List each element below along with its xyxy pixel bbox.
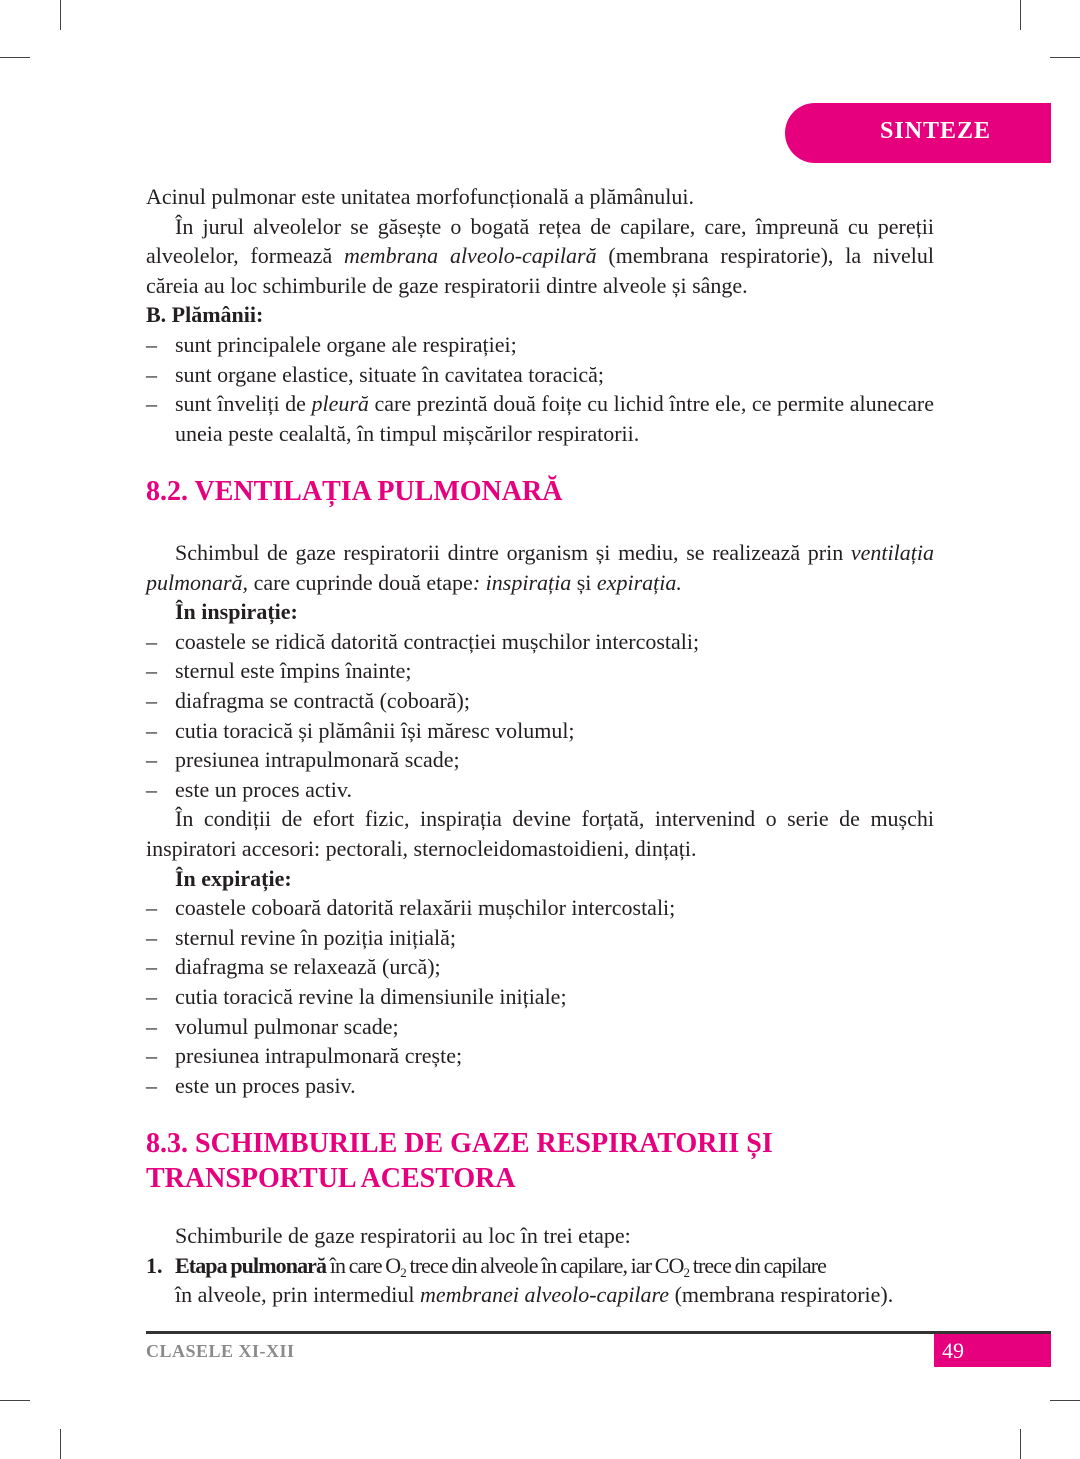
text: trece din capilare	[689, 1252, 827, 1278]
subheading	[146, 300, 934, 330]
list-item	[146, 389, 934, 448]
list-item	[146, 1012, 934, 1042]
subheading-text: În expirație:	[175, 865, 292, 891]
text: diafragma se relaxează (urcă);	[175, 954, 441, 980]
dash: –	[146, 1043, 157, 1069]
paragraph: În condiții de efort fizic, inspirația devine forțată, intervenind o serie de mușchi inspiratori accesori: pectorali, sternocleidomastoidieni, dințați.	[146, 806, 934, 861]
crop-mark	[1020, 0, 1021, 30]
item-number: 1.	[146, 1252, 163, 1278]
text: coastele coboară datorită relaxării mușchilor intercostali;	[175, 895, 676, 921]
subscript: 2	[400, 1264, 406, 1280]
text: trece din alveole în capilare, iar CO	[405, 1252, 684, 1278]
section-gas-exchange-text	[146, 1221, 934, 1310]
dash: –	[146, 361, 157, 387]
dash: –	[146, 628, 157, 654]
dash: –	[146, 747, 157, 773]
dash: –	[146, 924, 157, 950]
text: volumul pulmonar scade;	[175, 1013, 399, 1039]
crop-mark	[1050, 1400, 1080, 1401]
text: diafragma se contractă (coboară);	[175, 687, 470, 713]
crop-mark	[0, 1400, 30, 1401]
text: sunt organe elastice, situate în cavitatea toracică;	[175, 361, 605, 387]
text: (membrana respiratorie), la nivelul căreia au loc schimburile de gaze respiratorii dintre alveole și sânge.	[146, 243, 934, 298]
text: care prezintă două foițe cu lichid între ele, ce permite alunecare uneia peste cealaltă, în timpul mișcărilor respiratorii.	[175, 391, 934, 446]
subscript: 2	[683, 1264, 690, 1280]
italic-term: membranei alveolo-capilare	[420, 1282, 670, 1308]
paragraph: Acinul pulmonar este unitatea morfofuncțională a plămânului.	[146, 184, 694, 209]
text: care cuprinde două etape	[248, 569, 473, 595]
text: în alveole, prin intermediul	[175, 1282, 420, 1308]
text: cutia toracică revine la dimensiunile inițiale;	[175, 983, 567, 1009]
list-item	[146, 923, 934, 953]
list-item	[146, 982, 934, 1012]
dash: –	[146, 1013, 157, 1039]
footer-rule	[146, 1331, 1051, 1334]
dash: –	[146, 954, 157, 980]
section-lungs-text	[146, 182, 934, 448]
crop-mark	[60, 1429, 61, 1459]
dash: –	[146, 331, 157, 357]
text: este un proces pasiv.	[175, 1072, 356, 1098]
section-ventilation-text	[146, 538, 934, 1100]
italic-term: membrana alveolo-capilară	[344, 243, 597, 269]
section-heading: 8.2. VENTILAȚIA PULMONARĂ	[146, 476, 563, 507]
subheading	[146, 597, 934, 627]
list-item	[146, 775, 934, 805]
list-item	[146, 360, 934, 390]
text	[175, 1253, 826, 1278]
list-item	[146, 627, 934, 657]
dash: –	[146, 687, 157, 713]
dash: –	[146, 658, 157, 684]
page-number: 49	[942, 1338, 964, 1363]
section-tab	[785, 103, 1051, 163]
bold-term: Etapa pulmonară	[175, 1252, 327, 1278]
text: sunt înveliți de	[175, 391, 312, 417]
text: presiunea intrapulmonară scade;	[175, 747, 460, 773]
subheading-text: B. Plămânii:	[146, 302, 264, 328]
crop-mark	[60, 0, 61, 30]
heading-line: 8.3. SCHIMBURILE DE GAZE RESPIRATORII ȘI	[146, 1128, 773, 1159]
italic-term: pleură	[311, 391, 369, 417]
italic-term: ventilația pulmonară,	[146, 540, 934, 595]
dash: –	[146, 895, 157, 921]
text: (membrana respiratorie).	[669, 1282, 894, 1308]
dash: –	[146, 717, 157, 743]
subheading-text: În inspirație:	[175, 599, 298, 625]
text: și	[571, 569, 597, 595]
text: sternul este împins înainte;	[175, 658, 412, 684]
list-item	[146, 1041, 934, 1071]
italic-term: : inspirația	[472, 569, 572, 595]
heading-line: TRANSPORTUL ACESTORA	[146, 1163, 516, 1194]
text: Schimbul de gaze respiratorii dintre organism și mediu, se realizează prin	[175, 540, 851, 565]
text: cutia toracică și plămânii își măresc volumul;	[175, 717, 575, 743]
paragraph	[146, 538, 934, 597]
section-tab-label: SINTEZE	[880, 118, 992, 144]
text: este un proces activ.	[175, 776, 352, 802]
list-item	[146, 893, 934, 923]
list-item	[146, 745, 934, 775]
subheading	[146, 864, 934, 894]
dash: –	[146, 983, 157, 1009]
list-item	[146, 1071, 934, 1101]
paragraph: Schimburile de gaze respiratorii au loc în trei etape:	[175, 1223, 631, 1248]
dash: –	[146, 1072, 157, 1098]
list-item	[146, 716, 934, 746]
list-item	[146, 330, 934, 360]
dash: –	[146, 776, 157, 802]
dash: –	[146, 391, 157, 417]
list-item	[146, 686, 934, 716]
text: în care O	[326, 1252, 401, 1278]
numbered-item	[146, 1251, 934, 1310]
text: presiunea intrapulmonară crește;	[175, 1043, 463, 1069]
italic-term: expirația.	[596, 569, 682, 595]
text: coastele se ridică datorită contracției mușchilor intercostali;	[175, 628, 700, 654]
section-heading	[146, 1126, 773, 1196]
list-item	[146, 952, 934, 982]
page-number-box	[934, 1334, 1051, 1367]
list-item	[146, 656, 934, 686]
paragraph	[146, 212, 934, 301]
text: În jurul alveolelor se găsește o bogată rețea de capilare, care, împreună cu pereții alveolelor, formează	[146, 213, 934, 269]
text: sternul revine în poziția inițială;	[175, 924, 457, 950]
crop-mark	[1050, 57, 1080, 58]
crop-mark	[1020, 1429, 1021, 1459]
text: sunt principalele organe ale respirației;	[175, 331, 517, 357]
footer-label: CLASELE XI-XII	[146, 1341, 295, 1361]
crop-mark	[0, 57, 30, 58]
